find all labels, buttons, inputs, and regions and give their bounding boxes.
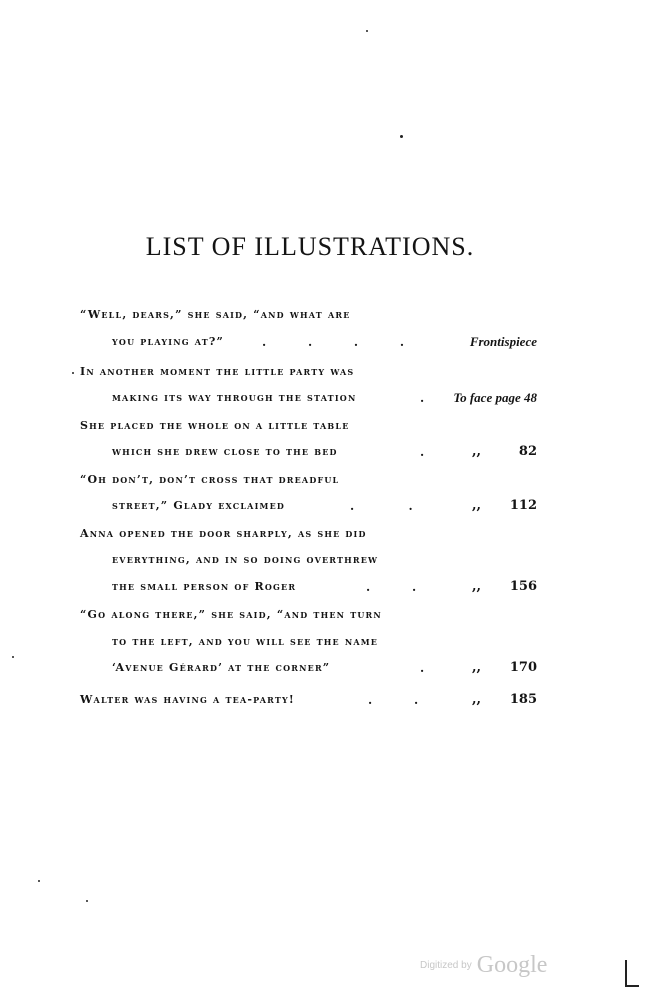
scan-corner-mark [625,985,639,987]
leader-dots: . . [366,580,417,594]
scan-speck [72,372,74,374]
scan-speck [38,880,40,882]
scan-speck [86,900,88,902]
entry-6-page: 170 [509,660,537,675]
page-title: LIST OF ILLUSTRATIONS. [145,232,475,261]
leader-dots: . [420,391,425,405]
google-digitized-watermark [420,952,547,979]
ditto-mark: ,, [472,579,482,594]
entry-3-page: 82 [518,444,537,459]
entry-5-line-2: everything, and in so doing overthrew [112,553,379,566]
ditto-mark: ,, [472,444,482,459]
leader-dots: . [420,661,425,675]
ditto-mark: ,, [472,692,482,707]
entry-2-reference: To face page 48 [453,390,537,405]
scan-speck [366,30,368,32]
scan-speck [400,135,403,138]
entry-6-line-3: ‘Avenue Gérard’ at the corner” [112,661,331,674]
google-logo: Google [476,952,548,978]
entry-2-line-1: In another moment the little party was [80,365,355,378]
ditto-mark: ,, [472,498,482,513]
entry-5-page: 156 [509,579,537,594]
entry-5-line-1: Anna opened the door sharply, as she did [80,527,367,540]
leader-dots: . [420,445,425,459]
scan-corner-mark [625,960,627,986]
entry-1-line-1: “Well, dears,” she said, “and what are [80,308,351,321]
entry-1-line-2: you playing at?” [112,335,225,348]
entry-3-line-1: She placed the whole on a little table [80,419,350,432]
entry-7-page: 185 [509,692,537,707]
entry-2-line-2: making its way through the station [112,391,357,404]
scan-speck [12,656,14,658]
entry-4-line-1: “Oh don’t, don’t cross that dreadful [80,473,340,486]
entry-6-line-1: “Go along there,” she said, “and then turn [80,608,382,621]
entry-3-line-2: which she drew close to the bed [112,445,338,458]
entry-4-line-2: street,” Glady exclaimed [112,499,286,512]
leader-dots: . . [368,693,419,707]
entry-6-line-2: to the left, and you will see the name [112,635,379,648]
entry-7-line-1: Walter was having a tea-party! [80,693,295,706]
ditto-mark: ,, [472,660,482,675]
leader-dots: . . [350,499,413,513]
entry-4-page: 112 [509,498,537,513]
entry-5-line-3: the small person of Roger [112,580,297,593]
entry-1-reference: Frontispiece [469,334,537,349]
digitized-by-text: Digitized by [420,960,472,971]
leader-dots: . . . . [262,335,405,349]
